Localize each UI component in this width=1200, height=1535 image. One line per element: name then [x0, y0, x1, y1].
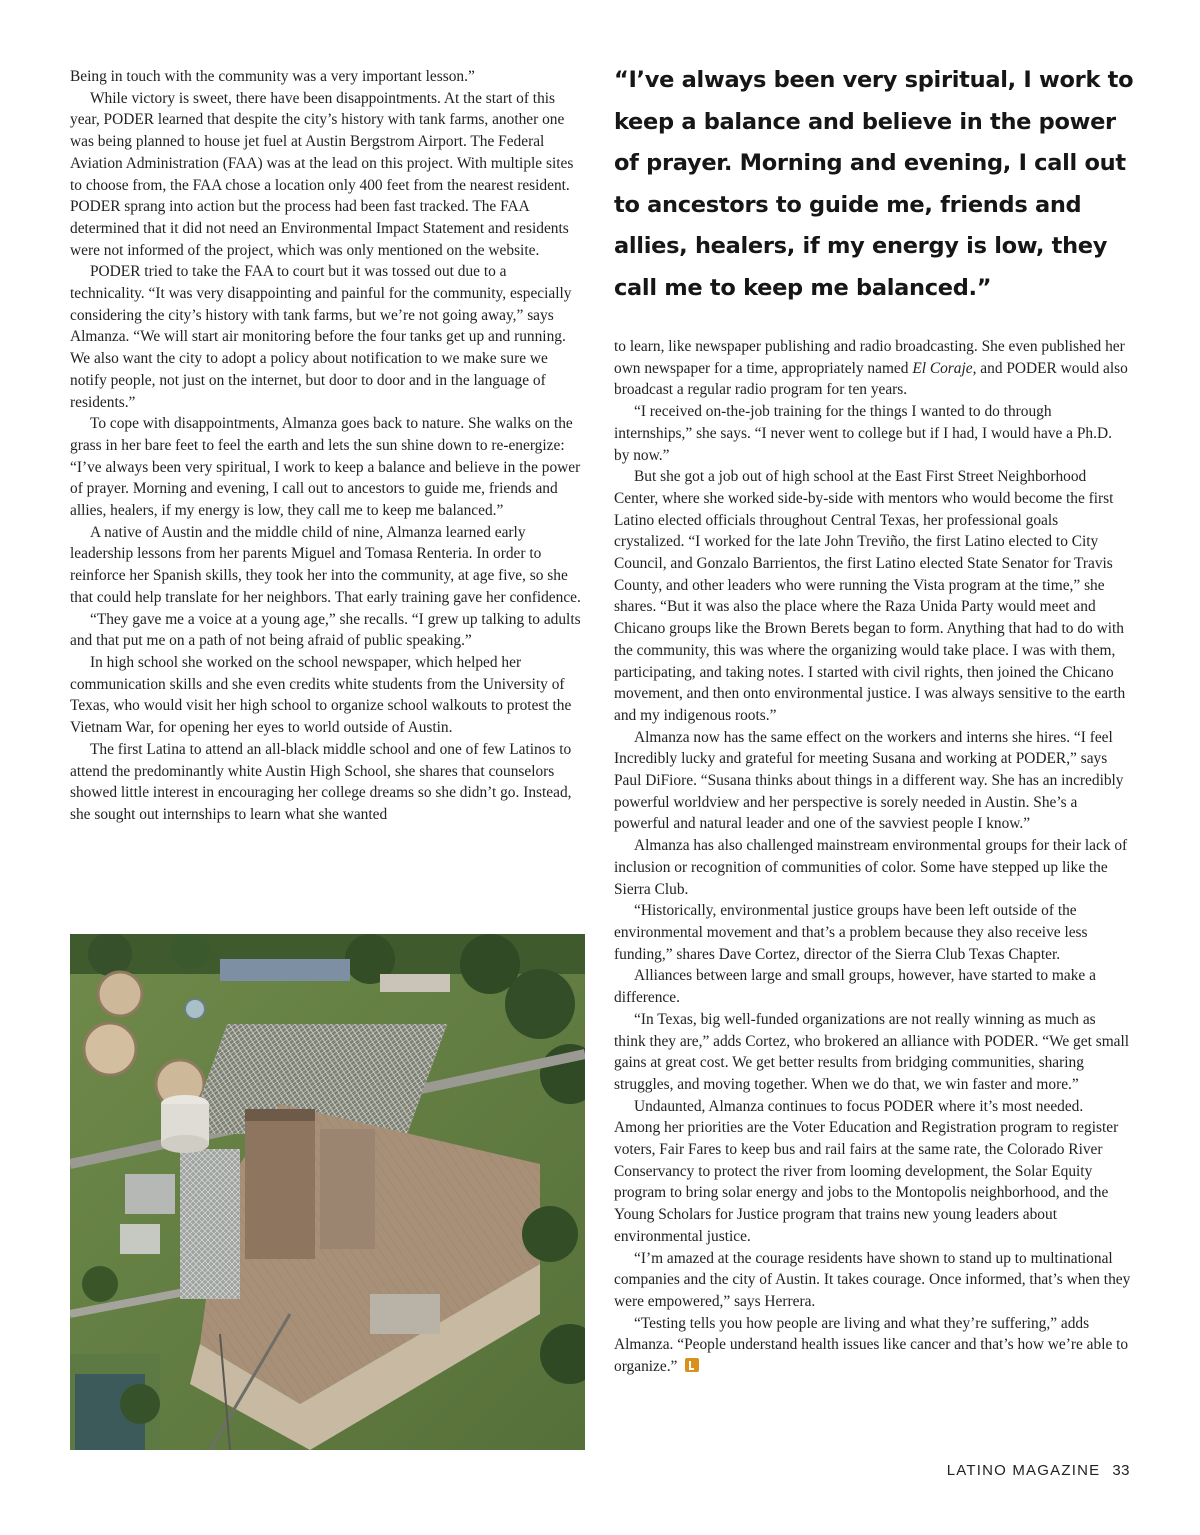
paragraph: “They gave me a voice at a young age,” she recalls. “I grew up talking to adults and that put me on a path of not being afraid of public speaking.”: [70, 610, 581, 650]
paragraph: [614, 336, 1131, 401]
paragraph: Almanza now has the same effect on the workers and interns she hires. “I feel Incredibly lucky and grateful for meeting Susana and working at PODER,” says Paul DiFiore. “Susana thinks about things in a different way. She has an incredibly powerful worldview and her perspective is sorely needed in Austin. She’s a powerful and natural leader and one of the savviest people I know.”: [614, 728, 1124, 833]
paragraph: Being in touch with the community was a very important lesson.”: [70, 68, 475, 85]
paragraph: “I’m amazed at the courage residents have shown to stand up to multinational companies and the city of Austin. It takes courage. Once informed, that’s when they were empowered,” says Herrera.: [614, 1249, 1131, 1310]
paragraph: Alliances between large and small groups, however, have started to make a difference.: [614, 967, 1096, 1007]
paragraph: “I received on-the-job training for the things I wanted to do through internships,” she says. “I never went to college but if I had, I would have a Ph.D. by now.”: [614, 403, 1112, 464]
paragraph: While victory is sweet, there have been disappointments. At the start of this year, PODER learned that despite the city’s history with tank farms, another one was being planned to house jet fuel at Austin Bergstrom Airport. The Federal Aviation Administration (FAA) was at the lead on this project. With multiple sites to choose from, the FAA chose a location only 400 feet from the nearest resident. PODER sprang into action but the process had been fast tracked. The FAA determined that it did not need an Environmental Impact Statement and residents were not informed of the project, which was only mentioned on the website.: [70, 89, 574, 259]
paragraph-text: “Testing tells you how people are living and what they’re suffering,” adds Almanza. “People understand health issues like cancer and that’s how we’re able to organize.”: [614, 1314, 1129, 1376]
paragraph: But she got a job out of high school at the East First Street Neighborhood Center, where she worked side-by-side with mentors who would become the first Latino elected officials throughout Central Texas, her professional goals crystalized. “I worked for the late John Treviño, the first Latino elected to City Council, and Gonzalo Barrientos, the first Latino elected State Senator for Travis County, and other leaders who were running the Vista program at the time,” she shares. “But it was also the place where the Raza Unida Party would meet and Chicano groups like the Brown Berets began to form. Anything that had to do with the community, this was where the organizing would take place. I was with them, participating, and taking notes. I started with civil rights, then joined the Chicano movement, and then onto environmental justice. I was always sensitive to the earth and my indigenous roots.”: [614, 468, 1126, 724]
paragraph: “In Texas, big well-funded organizations are not really winning as much as think they are,” adds Cortez, who brokered an alliance with PODER. “We get small gains at great cost. We get better results from bridging communities, sharing struggles, and moving together. When we do that, we win faster and more.”: [614, 1010, 1130, 1093]
left-text-column: [70, 66, 584, 826]
paragraph: To cope with disappointments, Almanza goes back to nature. She walks on the grass in her bare feet to feel the earth and lets the sun shine down to re-energize: “I’ve always been very spiritual, I work to keep a balance and believe in the power of prayer. Morning and evening, I call out to ancestors to guide me, friends and allies, healers, if my energy is low, they call me to keep me balanced.”: [70, 415, 581, 520]
paragraph: Almanza has also challenged mainstream environmental groups for their lack of inclusion or recognition of communities of color. Some have stepped up like the Sierra Club.: [614, 837, 1128, 898]
paragraph: In high school she worked on the school newspaper, which helped her communication skills and she even credits white students from the University of Texas, who would visit her high school to organize school walkouts to protest the Vietnam War, for opening her eyes to world outside of Austin.: [70, 653, 572, 737]
right-text-column: [614, 336, 1131, 1378]
page-number: 33: [1112, 1462, 1130, 1479]
paragraph: A native of Austin and the middle child of nine, Almanza learned early leadership lessons from her parents Miguel and Tomasa Renteria. In order to reinforce her Spanish skills, they took her into the community, at age five, so she that could help translate for her neighbors. That early training gave her confidence.: [70, 523, 581, 606]
aerial-power-plant-photo: [70, 934, 585, 1450]
paragraph: [614, 1313, 1131, 1378]
publication-name: LATINO MAGAZINE: [946, 1462, 1101, 1479]
page-footer: [947, 1462, 1130, 1479]
paragraph: The first Latina to attend an all-black middle school and one of few Latinos to attend the predominantly white Austin High School, she shares that counselors showed little interest in encouraging her college dreams so she didn’t go. Instead, she sought out internships to learn what she wanted: [70, 740, 572, 823]
paragraph-text: to learn, like newspaper publishing and radio broadcasting. She even published her own newspaper for a time, appropriately named: [614, 338, 1125, 377]
end-mark-icon: [685, 1358, 699, 1372]
newspaper-title: El Coraje,: [912, 359, 977, 377]
paragraph: “Historically, environmental justice groups have been left outside of the environmental movement and that’s a problem because they also receive less funding,” shares Dave Cortez, director of the Sierra Club Texas Chapter.: [614, 902, 1088, 963]
paragraph-text: and PODER would also broadcast a regular radio program for ten years.: [614, 359, 1128, 399]
pull-quote: “I’ve always been very spiritual, I work to keep a balance and believe in the power of prayer. Morning and evening, I call out to ancestors to guide me, friends and allies, healers, if my energy is low, they call me to keep me balanced.”: [614, 67, 1134, 301]
paragraph: PODER tried to take the FAA to court but it was tossed out due to a technicality. “It was very disappointing and painful for the community, especially considering the city’s history with tank farms, but we’re not going away,” says Almanza. “We will start air monitoring before the four tanks get up and running. We also want the city to adopt a policy about notification to we make sure we notify people, not just on the internet, but door to door and in the language of residents.”: [70, 263, 572, 411]
paragraph: Undaunted, Almanza continues to focus PODER where it’s most needed. Among her priorities are the Voter Education and Registration program to register voters, Fair Fares to keep bus and rail fairs at the same rate, the Colorado River Conservancy to protect the river from looming development, the Solar Equity program to bring solar energy and jobs to the Montopolis neighborhood, and the Young Scholars for Justice program that trains new young leaders about environmental justice.: [614, 1097, 1119, 1245]
